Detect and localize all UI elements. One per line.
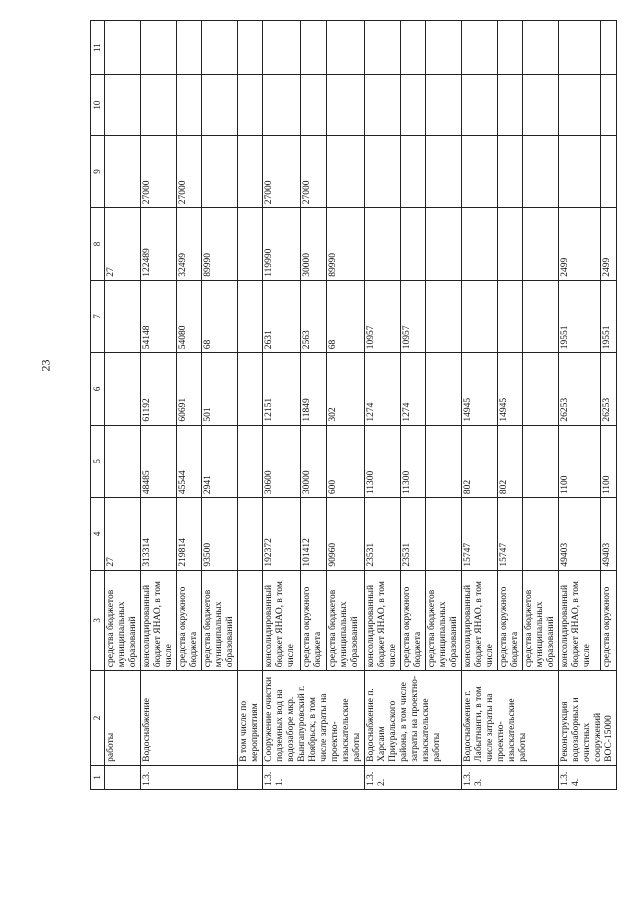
amount-cell: 45544 xyxy=(177,425,202,497)
rotated-table-container xyxy=(90,20,614,790)
column-number-row xyxy=(91,21,105,790)
rotated-page-area xyxy=(90,20,614,790)
amount-cell xyxy=(462,21,498,75)
item-name: Реконструкция водозаборных и очистных сооружений ВОС-15000 xyxy=(559,671,617,766)
amount-cell xyxy=(365,135,401,207)
amount-cell xyxy=(238,425,263,497)
amount-cell xyxy=(600,21,616,75)
amount-cell: 89990 xyxy=(202,208,238,280)
item-number: 1.3.3. xyxy=(462,765,559,789)
amount-cell: 101412 xyxy=(300,498,326,570)
amount-cell xyxy=(426,353,462,425)
amount-cell: 19551 xyxy=(600,280,616,352)
amount-cell: 1100 xyxy=(600,425,616,497)
amount-cell xyxy=(105,425,141,497)
amount-cell xyxy=(559,135,601,207)
amount-cell: 122489 xyxy=(141,208,177,280)
amount-cell: 27 xyxy=(105,208,141,280)
amount-cell: 15747 xyxy=(498,498,523,570)
amount-cell: 2941 xyxy=(202,425,238,497)
amount-cell xyxy=(523,21,559,75)
amount-cell xyxy=(300,75,326,135)
amount-cell: 49403 xyxy=(559,498,601,570)
amount-cell: 27000 xyxy=(177,135,202,207)
amount-cell: 27000 xyxy=(141,135,177,207)
amount-cell xyxy=(327,21,365,75)
amount-cell: 27000 xyxy=(300,135,326,207)
amount-cell: 11849 xyxy=(300,353,326,425)
amount-cell xyxy=(426,280,462,352)
amount-cell: 219814 xyxy=(177,498,202,570)
amount-cell xyxy=(523,135,559,207)
amount-cell: 1274 xyxy=(401,353,426,425)
amount-cell xyxy=(498,75,523,135)
amount-cell: 49403 xyxy=(600,498,616,570)
amount-cell xyxy=(426,75,462,135)
amount-cell: 2631 xyxy=(263,280,301,352)
amount-cell: 23531 xyxy=(401,498,426,570)
funding-source: средства окружного xyxy=(600,570,616,671)
amount-cell: 89990 xyxy=(327,208,365,280)
item-number: 1.3.1. xyxy=(263,765,365,789)
item-name: Сооружение очистки подземных вод на водозаборе мкр. Вынгапуровский г. Ноябрьск, в том числе затраты на проектно-изыскательские работы xyxy=(263,671,365,766)
funding-source: средства окружного бюджета xyxy=(401,570,426,671)
col-number: 4 xyxy=(91,498,105,570)
amount-cell xyxy=(401,135,426,207)
funding-source: консолидированный бюджет ЯНАО, в том числе xyxy=(559,570,601,671)
funding-source: средства бюджетов муниципальных образований xyxy=(105,570,141,671)
table-row xyxy=(263,21,301,790)
amount-cell: 802 xyxy=(498,425,523,497)
amount-cell xyxy=(523,353,559,425)
amount-cell: 68 xyxy=(202,280,238,352)
table-body xyxy=(91,21,617,790)
col-number: 2 xyxy=(91,671,105,766)
amount-cell xyxy=(401,208,426,280)
amount-cell: 14945 xyxy=(462,353,498,425)
amount-cell: 54148 xyxy=(141,280,177,352)
amount-cell xyxy=(523,425,559,497)
amount-cell xyxy=(401,21,426,75)
amount-cell xyxy=(202,135,238,207)
col-number: 1 xyxy=(91,765,105,789)
funding-source: средства окружного бюджета xyxy=(498,570,523,671)
amount-cell: 68 xyxy=(327,280,365,352)
amount-cell xyxy=(141,75,177,135)
amount-cell: 313314 xyxy=(141,498,177,570)
amount-cell xyxy=(105,21,141,75)
amount-cell xyxy=(327,75,365,135)
col-number: 3 xyxy=(91,570,105,671)
amount-cell: 27000 xyxy=(263,135,301,207)
amount-cell xyxy=(523,498,559,570)
page-number: 23 xyxy=(38,359,53,372)
amount-cell xyxy=(462,208,498,280)
item-name: Водоснабжение xyxy=(141,671,238,766)
amount-cell xyxy=(365,21,401,75)
amount-cell: 90960 xyxy=(327,498,365,570)
funding-table xyxy=(90,20,617,790)
amount-cell xyxy=(559,75,601,135)
amount-cell xyxy=(462,280,498,352)
amount-cell xyxy=(141,21,177,75)
amount-cell xyxy=(202,21,238,75)
amount-cell xyxy=(426,135,462,207)
table-row xyxy=(105,21,141,790)
amount-cell: 11300 xyxy=(365,425,401,497)
amount-cell xyxy=(462,135,498,207)
funding-source: средства бюджетов муниципальных образований xyxy=(523,570,559,671)
amount-cell xyxy=(105,135,141,207)
amount-cell xyxy=(105,353,141,425)
amount-cell: 501 xyxy=(202,353,238,425)
col-number: 5 xyxy=(91,425,105,497)
amount-cell xyxy=(426,425,462,497)
amount-cell xyxy=(238,135,263,207)
amount-cell: 10957 xyxy=(401,280,426,352)
amount-cell: 30000 xyxy=(300,208,326,280)
amount-cell xyxy=(426,21,462,75)
amount-cell xyxy=(263,75,301,135)
funding-source: консолидированный бюджет ЯНАО, в том числе xyxy=(462,570,498,671)
amount-cell xyxy=(238,208,263,280)
amount-cell: 10957 xyxy=(365,280,401,352)
amount-cell: 600 xyxy=(327,425,365,497)
funding-source: средства окружного бюджета xyxy=(300,570,326,671)
amount-cell: 23531 xyxy=(365,498,401,570)
amount-cell: 192372 xyxy=(263,498,301,570)
amount-cell xyxy=(263,21,301,75)
amount-cell: 2499 xyxy=(600,208,616,280)
amount-cell xyxy=(600,75,616,135)
item-name: Водоснабжение г. Лабытнанги, в том числе затраты на проектно-изыскательские работы xyxy=(462,671,559,766)
amount-cell: 60691 xyxy=(177,353,202,425)
amount-cell xyxy=(202,75,238,135)
funding-source: консолидированный бюджет ЯНАО, в том числе xyxy=(141,570,177,671)
amount-cell xyxy=(327,135,365,207)
amount-cell: 30600 xyxy=(263,425,301,497)
amount-cell xyxy=(426,208,462,280)
amount-cell: 30000 xyxy=(300,425,326,497)
amount-cell xyxy=(401,75,426,135)
amount-cell: 12151 xyxy=(263,353,301,425)
item-name: Водоснабжение п. Харсаим Приуральского района, в том числе затраты на проектно-изыскательские работы xyxy=(365,671,462,766)
amount-cell xyxy=(238,353,263,425)
amount-cell xyxy=(523,280,559,352)
amount-cell xyxy=(238,75,263,135)
amount-cell: 54080 xyxy=(177,280,202,352)
amount-cell: 61192 xyxy=(141,353,177,425)
amount-cell xyxy=(105,280,141,352)
amount-cell: 15747 xyxy=(462,498,498,570)
amount-cell xyxy=(238,498,263,570)
funding-source: средства бюджетов муниципальных образований xyxy=(327,570,365,671)
item-name: В том числе по мероприятиям xyxy=(238,671,263,766)
col-number: 9 xyxy=(91,135,105,207)
amount-cell xyxy=(600,135,616,207)
col-number: 10 xyxy=(91,75,105,135)
table-row xyxy=(141,21,177,790)
item-number: 1.3.4. xyxy=(559,765,617,789)
amount-cell xyxy=(177,21,202,75)
col-number: 8 xyxy=(91,208,105,280)
col-number: 11 xyxy=(91,21,105,75)
funding-source: консолидированный бюджет ЯНАО, в том числе xyxy=(263,570,301,671)
amount-cell xyxy=(238,21,263,75)
funding-source: средства бюджетов муниципальных образований xyxy=(426,570,462,671)
funding-source: средства окружного бюджета xyxy=(177,570,202,671)
amount-cell xyxy=(498,208,523,280)
amount-cell: 26253 xyxy=(600,353,616,425)
amount-cell: 1100 xyxy=(559,425,601,497)
amount-cell: 2499 xyxy=(559,208,601,280)
amount-cell: 1274 xyxy=(365,353,401,425)
amount-cell xyxy=(426,498,462,570)
amount-cell xyxy=(498,280,523,352)
table-row xyxy=(365,21,401,790)
amount-cell: 32499 xyxy=(177,208,202,280)
amount-cell: 2563 xyxy=(300,280,326,352)
amount-cell xyxy=(498,21,523,75)
item-number xyxy=(238,765,263,789)
amount-cell xyxy=(238,280,263,352)
amount-cell: 11300 xyxy=(401,425,426,497)
col-number: 6 xyxy=(91,353,105,425)
amount-cell xyxy=(300,21,326,75)
amount-cell xyxy=(498,135,523,207)
table-row xyxy=(238,21,263,790)
amount-cell: 19551 xyxy=(559,280,601,352)
amount-cell xyxy=(523,75,559,135)
amount-cell: 302 xyxy=(327,353,365,425)
table-row xyxy=(559,21,601,790)
amount-cell: 119990 xyxy=(263,208,301,280)
amount-cell xyxy=(177,75,202,135)
funding-source: средства бюджетов муниципальных образований xyxy=(202,570,238,671)
amount-cell: 26253 xyxy=(559,353,601,425)
amount-cell xyxy=(559,21,601,75)
amount-cell: 93500 xyxy=(202,498,238,570)
funding-source xyxy=(238,570,263,671)
item-number: 1.3.2. xyxy=(365,765,462,789)
amount-cell xyxy=(462,75,498,135)
table-row xyxy=(462,21,498,790)
amount-cell xyxy=(105,75,141,135)
amount-cell: 802 xyxy=(462,425,498,497)
amount-cell: 27 xyxy=(105,498,141,570)
amount-cell xyxy=(365,75,401,135)
amount-cell xyxy=(523,208,559,280)
amount-cell: 48485 xyxy=(141,425,177,497)
amount-cell: 14945 xyxy=(498,353,523,425)
col-number: 7 xyxy=(91,280,105,352)
amount-cell xyxy=(365,208,401,280)
item-name: работы xyxy=(105,671,141,766)
item-number xyxy=(105,765,141,789)
funding-source: консолидированный бюджет ЯНАО, в том числе xyxy=(365,570,401,671)
item-number: 1.3. xyxy=(141,765,238,789)
